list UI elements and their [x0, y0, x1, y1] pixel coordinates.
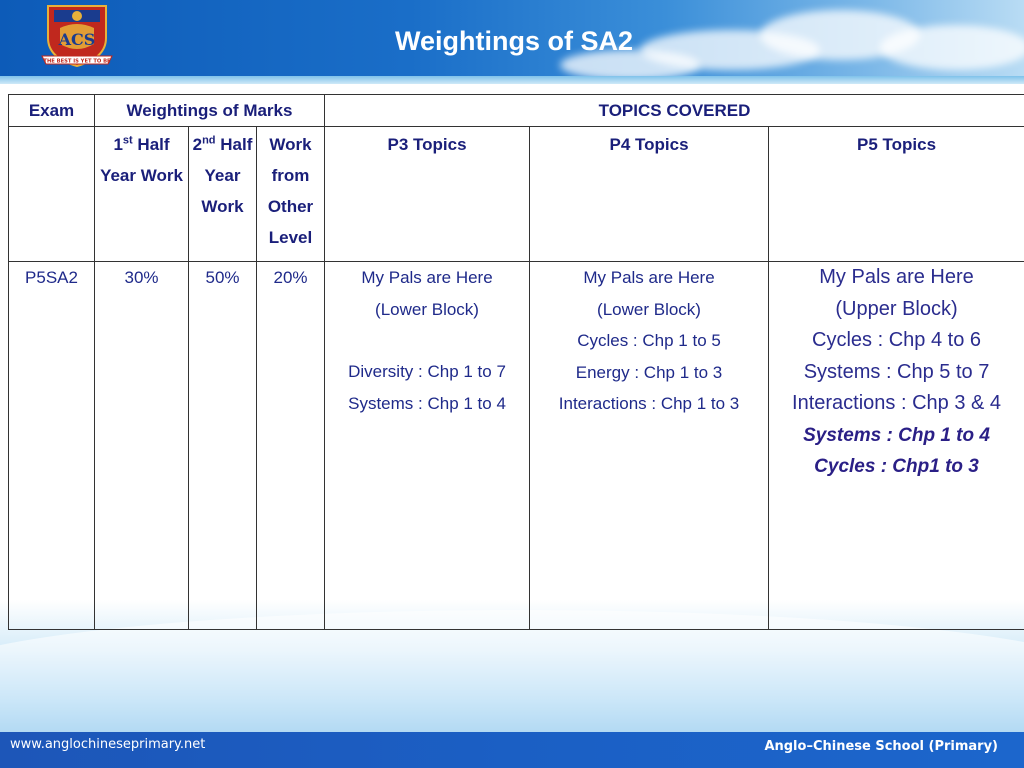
p5-topics-header: P5 Topics [769, 127, 1024, 262]
topic-line: Interactions : Chp 1 to 3 [558, 394, 740, 413]
svg-text:ACS: ACS [58, 30, 96, 49]
exam-subheader-empty [9, 127, 95, 262]
topic-line: My Pals are Here [583, 268, 715, 287]
topics-covered-header: TOPICS COVERED [325, 95, 1024, 127]
header-stripe [0, 76, 1024, 84]
exam-header: Exam [9, 95, 95, 127]
p3-topics-header: P3 Topics [325, 127, 530, 262]
first-half-cell: 30% [95, 262, 189, 630]
p4-topics-header: P4 Topics [530, 127, 769, 262]
topic-line: Systems : Chp 5 to 7 [803, 360, 990, 383]
p4-topics-cell [530, 262, 769, 630]
topic-gap [325, 325, 529, 356]
second-half-cell: 50% [189, 262, 257, 630]
other-level-cell: 20% [257, 262, 325, 630]
topic-line: Cycles : Chp 1 to 5 [577, 331, 721, 350]
first-half-header: 1st Half Year Work [95, 127, 189, 262]
footer-school-name: Anglo–Chinese School (Primary) [764, 739, 998, 754]
topic-line: My Pals are Here [361, 268, 493, 287]
footer-url-link[interactable]: www.anglochineseprimary.net [10, 737, 206, 752]
topic-line: My Pals are Here [819, 266, 974, 288]
other-level-header: Work from Other Level [257, 127, 325, 262]
topic-line: (Upper Block) [835, 297, 958, 320]
page-title: Weightings of SA2 [394, 26, 633, 56]
emphasis-topic-line: Cycles : Chp1 to 3 [814, 456, 979, 477]
footer-bar [0, 732, 1024, 768]
topic-line: Interactions : Chp 3 & 4 [792, 392, 1002, 414]
topic-line: Systems : Chp 1 to 4 [348, 393, 506, 413]
header-banner [0, 0, 1024, 78]
topic-line: Cycles : Chp 4 to 6 [812, 329, 981, 351]
footer-curve-decoration [0, 610, 1024, 750]
topic-line: Energy : Chp 1 to 3 [575, 362, 723, 382]
exam-cell: P5SA2 [9, 262, 95, 630]
weightings-header: Weightings of Marks [95, 95, 325, 127]
table-subheader-row [9, 127, 1024, 262]
table-row [9, 262, 1024, 630]
table-header-row [9, 95, 1024, 127]
topic-line: (Lower Block) [375, 299, 479, 319]
topic-line: Diversity : Chp 1 to 7 [348, 362, 506, 381]
weightings-table [8, 94, 1024, 630]
emphasis-topic-line: Systems : Chp 1 to 4 [803, 424, 990, 446]
svg-text:THE BEST IS YET TO BE: THE BEST IS YET TO BE [43, 58, 111, 65]
topic-line: (Lower Block) [597, 299, 701, 319]
p5-topics-cell [769, 262, 1024, 630]
second-half-header: 2nd Half Year Work [189, 127, 257, 262]
p3-topics-cell [325, 262, 530, 630]
